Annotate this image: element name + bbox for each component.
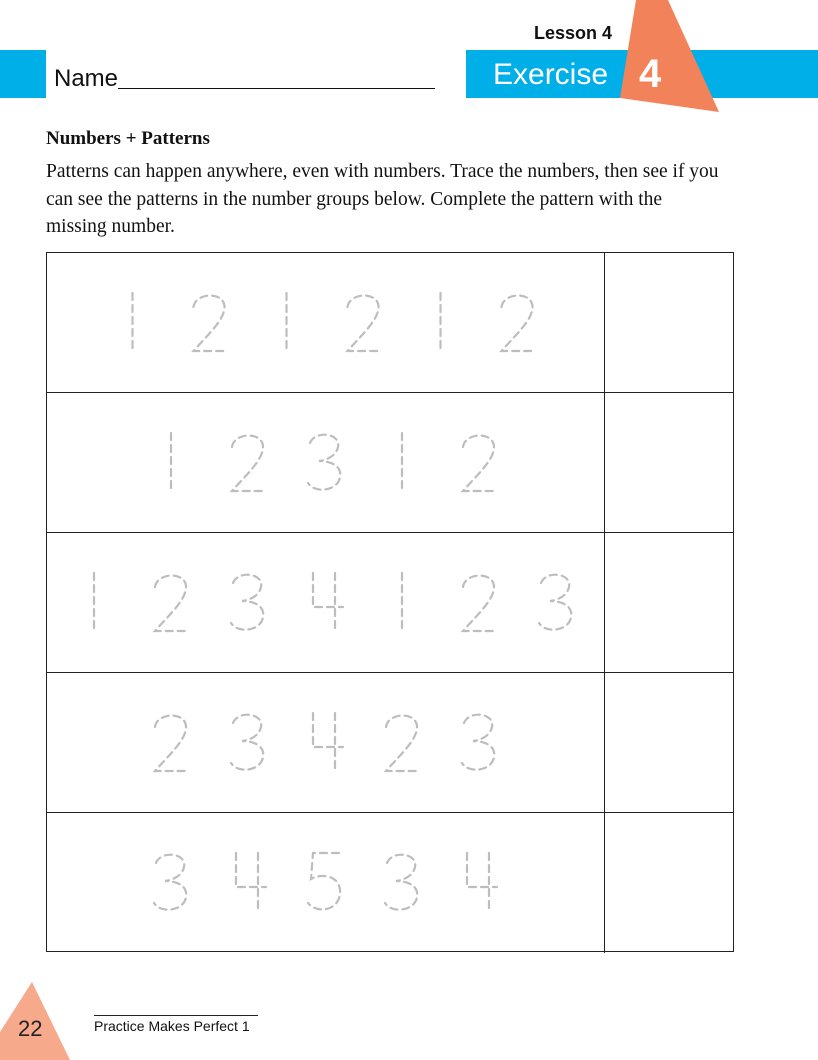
pattern-row xyxy=(47,533,733,673)
page-number: 22 xyxy=(18,1016,43,1041)
name-label: Name xyxy=(54,65,119,92)
traced-digit-3[interactable] xyxy=(231,575,263,630)
pattern-row xyxy=(47,673,733,813)
traced-digit-2[interactable] xyxy=(155,716,189,772)
traced-digit-4[interactable] xyxy=(313,573,343,631)
answer-box[interactable] xyxy=(605,673,733,812)
number-sequence-cell xyxy=(47,673,605,812)
footer-rule xyxy=(94,1015,258,1016)
pattern-row xyxy=(47,813,733,953)
number-sequence-cell xyxy=(47,813,605,953)
traced-digit-3[interactable] xyxy=(154,855,186,910)
pattern-row xyxy=(47,393,733,533)
traced-digit-2[interactable] xyxy=(463,436,497,492)
answer-box[interactable] xyxy=(605,253,733,392)
number-sequence-cell xyxy=(47,533,605,672)
traced-digit-3[interactable] xyxy=(539,575,571,630)
number-sequence-cell xyxy=(47,253,605,392)
traced-digit-3[interactable] xyxy=(308,435,340,490)
traced-digit-2[interactable] xyxy=(155,576,189,632)
number-sequence-cell xyxy=(47,393,605,532)
answer-box[interactable] xyxy=(605,813,733,953)
traced-digit-2[interactable] xyxy=(386,716,420,772)
exercise-number: 4 xyxy=(639,52,662,96)
instructions-text: Patterns can happen anywhere, even with numbers. Trace the numbers, then see if you can see the patterns in the number groups below. Complete the pattern with the missing number. xyxy=(46,161,719,237)
exercise-triangle-icon xyxy=(0,0,818,120)
traced-digit-2[interactable] xyxy=(232,436,266,492)
pattern-row xyxy=(47,253,733,393)
traced-digit-3[interactable] xyxy=(231,715,263,770)
traced-digit-2[interactable] xyxy=(502,296,536,352)
exercise-label: Exercise xyxy=(493,58,609,91)
section-title: Numbers + Patterns xyxy=(46,128,210,149)
traced-digit-3[interactable] xyxy=(462,715,494,770)
traced-digit-4[interactable] xyxy=(467,853,497,911)
traced-digit-2[interactable] xyxy=(194,296,228,352)
answer-box[interactable] xyxy=(605,393,733,532)
traced-digit-4[interactable] xyxy=(236,853,266,911)
lesson-label: Lesson 4 xyxy=(534,23,613,43)
traced-digit-4[interactable] xyxy=(313,713,343,771)
answer-box[interactable] xyxy=(605,533,733,672)
traced-digit-2[interactable] xyxy=(348,296,382,352)
traced-digit-2[interactable] xyxy=(463,576,497,632)
pattern-worksheet-table xyxy=(46,252,734,952)
traced-digit-5[interactable] xyxy=(308,853,340,909)
footer-book-title: Practice Makes Perfect 1 xyxy=(94,1018,250,1034)
traced-digit-3[interactable] xyxy=(385,855,417,910)
